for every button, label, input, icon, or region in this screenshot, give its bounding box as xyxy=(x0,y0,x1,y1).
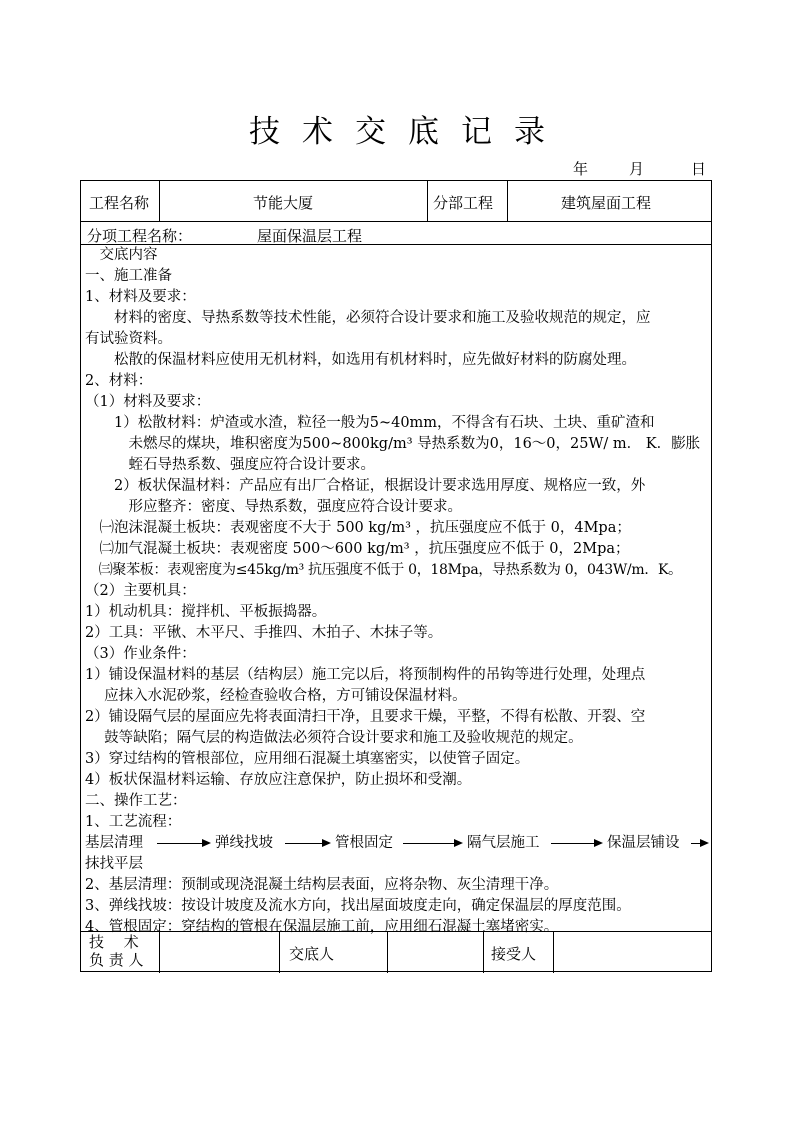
content-line: 4）板状保温材料运输、存放应注意保护，防止损坏和受潮。 xyxy=(85,772,472,788)
content-line: 松散的保温材料应使用无机材料，如选用有机材料时，应先做好材料的防腐处理。 xyxy=(85,352,636,368)
content-line: 2）板状保温材料：产品应有出厂合格证，根据设计要求选用厚度、规格应一致，外 xyxy=(85,478,646,494)
content-line: 2、材料： xyxy=(85,373,153,389)
content-line: （1）材料及要求： xyxy=(85,394,211,410)
content-line: 形应整齐：密度、导热系数，强度应符合设计要求。 xyxy=(85,499,462,515)
subitem-value: 屋面保温层工程 xyxy=(257,227,363,245)
page-title: 技术交底记录 xyxy=(249,114,567,150)
content-line: 二、操作工艺： xyxy=(85,793,187,809)
subitem-label: 分项工程名称： xyxy=(87,227,193,245)
content-line: 交底内容 xyxy=(85,247,158,263)
process-flow xyxy=(85,833,711,854)
content-line: 3、弹线找坡：按设计坡度及流水方向，找出屋面坡度走向，确定保温层的厚度范围。 xyxy=(85,898,631,914)
content-line: 未燃尽的煤块，堆积密度为500~800kg/m³ 导热系数为0，16～0，25W/ m． K．膨胀 xyxy=(85,436,701,452)
content-line: 2、基层清理：预制或现浇混凝土结构层表面，应将杂物、灰尘清理干净。 xyxy=(85,877,559,893)
content-line: 有试验资料。 xyxy=(85,331,172,347)
content-line: 4、管根固定：穿结构的管根在保温层施工前，应用细石混凝土塞堵密实。 xyxy=(85,919,559,935)
date-year: 年 xyxy=(573,160,589,178)
content-line: （3）作业条件： xyxy=(85,646,196,662)
date-day: 日 xyxy=(691,160,707,178)
date-month: 月 xyxy=(629,160,645,178)
flow-step: 弹线找坡 xyxy=(215,835,273,851)
flow-arrow-icon xyxy=(403,843,461,844)
flow-step: 管根固定 xyxy=(335,835,393,851)
content-line: 1）机动机具：搅拌机、平板振捣器。 xyxy=(85,604,327,620)
content-line: ㈠泡沫混凝土板块：表观密度不大于 500 kg/m³ ，抗压强度应不低于 0，4Mpa； xyxy=(85,520,631,536)
flow-arrow-icon xyxy=(691,843,707,844)
content-line: ㈢聚苯板：表观密度为≤45kg/m³ 抗压强度不低于 0，18Mpa，导热系数为 0，043W/m．K。 xyxy=(85,562,682,578)
content-line: 1）铺设保温材料的基层（结构层）施工完以后，将预制构件的吊钩等进行处理，处理点 xyxy=(85,667,646,683)
content-line: 蛭石导热系数、强度应符合设计要求。 xyxy=(85,457,375,473)
presenter-label: 交底人 xyxy=(289,945,335,963)
content-line: 鼓等缺陷；隔气层的构造做法必须符合设计要求和施工及验收规范的规定。 xyxy=(85,730,583,746)
content-line: （2）主要机具： xyxy=(85,583,196,599)
flow-step: 基层清理 xyxy=(85,835,143,851)
content-line: 材料的密度、导热系数等技术性能，必须符合设计要求和施工及验收规范的规定，应 xyxy=(85,310,651,326)
content-line: 2）铺设隔气层的屋面应先将表面清扫干净，且要求干燥，平整，不得有松散、开裂、空 xyxy=(85,709,646,725)
content-line: 应抹入水泥砂浆，经检查验收合格，方可铺设保温材料。 xyxy=(85,688,467,704)
project-name-value: 节能大厦 xyxy=(253,194,314,212)
division-value: 建筑屋面工程 xyxy=(561,194,652,212)
content-line: 一、施工准备 xyxy=(85,268,172,284)
receiver-label: 接受人 xyxy=(491,945,537,963)
flow-arrow-icon xyxy=(285,843,329,844)
content-line: 1、材料及要求： xyxy=(85,289,196,305)
content-line: 1）松散材料：炉渣或水渣，粒径一般为5~40mm，不得含有石块、土块、重矿渣和 xyxy=(85,415,655,431)
content-line: 抹找平层 xyxy=(85,856,143,872)
content-line: 3）穿过结构的管根部位，应用细石混凝土填塞密实，以使管子固定。 xyxy=(85,751,530,767)
flow-arrow-icon xyxy=(157,843,209,844)
disclosure-content xyxy=(85,245,711,938)
tech-lead-label: 技 术 负 责 人 xyxy=(89,933,144,969)
flow-step: 隔气层施工 xyxy=(467,835,540,851)
content-line: ㈡加气混凝土板块：表观密度 500～600 kg/m³ ，抗压强度应不低于 0，2Mpa； xyxy=(85,541,630,557)
flow-step: 保温层铺设 xyxy=(607,835,680,851)
flow-arrow-icon xyxy=(551,843,601,844)
division-label: 分部工程 xyxy=(433,194,494,212)
project-name-label: 工程名称 xyxy=(89,194,150,212)
disclosure-table xyxy=(80,180,712,972)
content-line: 1、工艺流程： xyxy=(85,814,182,830)
content-line: 2）工具：平锹、木平尺、手推四、木拍子、木抹子等。 xyxy=(85,625,443,641)
